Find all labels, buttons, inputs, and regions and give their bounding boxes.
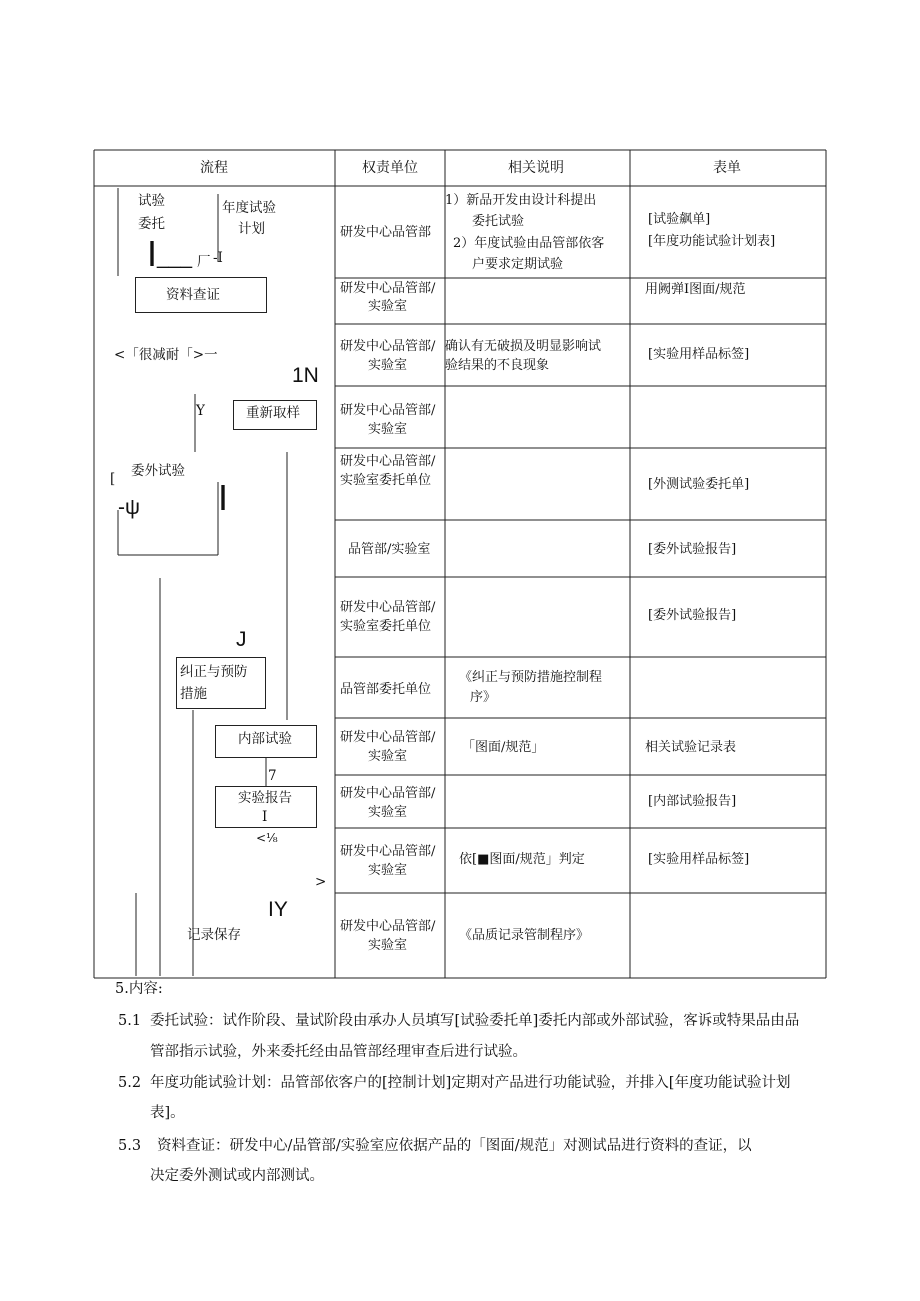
row7-unit-2: 实验室委托单位 bbox=[340, 619, 432, 634]
flow-report-i: I bbox=[262, 809, 268, 825]
flow-mark-1n: 1N bbox=[292, 364, 319, 387]
row1-desc-1: 1）新品开发由设计科提出 bbox=[445, 193, 597, 208]
row12-unit-1: 研发中心品管部/ bbox=[340, 919, 436, 934]
row11-desc: 依[■图面/规范」判定 bbox=[459, 852, 585, 867]
flow-mark-7: 7 bbox=[268, 768, 277, 784]
row6-form: [委外试验报告] bbox=[648, 542, 737, 557]
flow-mark-gt: > bbox=[315, 874, 327, 890]
flow-mark-bracket: [ bbox=[110, 471, 116, 487]
row11-form: [实验用样品标签] bbox=[648, 852, 750, 867]
flow-annual-a: 年度试验 bbox=[222, 200, 276, 216]
flow-mark-i2: I bbox=[218, 477, 229, 518]
flow-internal-test: 内部试验 bbox=[238, 731, 292, 747]
flow-mark-underscore: ___ bbox=[157, 246, 193, 269]
row2-unit-1: 研发中心品管部/ bbox=[340, 281, 436, 296]
flow-record: 记录保存 bbox=[187, 927, 241, 943]
row3-unit-2: 实验室 bbox=[368, 358, 408, 373]
row12-unit-2: 实验室 bbox=[368, 938, 408, 953]
item-3-number: 5.3 bbox=[118, 1138, 142, 1154]
row1-desc-3: 2）年度试验由品管部依客 bbox=[453, 236, 605, 251]
row3-unit-1: 研发中心品管部/ bbox=[340, 339, 436, 354]
item-3-line-1: 资料查证：研发中心/品管部/实验室应依据产品的「图面/规范」对测试品进行资料的查证，以 bbox=[157, 1138, 752, 1154]
row7-form: [委外试验报告] bbox=[648, 608, 737, 623]
flow-entrust-b: 委托 bbox=[138, 216, 165, 232]
row9-form: 相关试验记录表 bbox=[645, 740, 737, 755]
item-3-line-2: 决定委外测试或内部测试。 bbox=[150, 1168, 324, 1184]
row1-desc-4: 户要求定期试验 bbox=[472, 257, 564, 272]
flow-mark-guang: 厂 bbox=[197, 254, 211, 270]
row11-unit-1: 研发中心品管部/ bbox=[340, 844, 436, 859]
flow-decision: <「很减耐「>一 bbox=[114, 347, 218, 363]
item-2-number: 5.2 bbox=[118, 1075, 142, 1091]
row1-form-2: [年度功能试验计划表] bbox=[648, 234, 776, 249]
row2-unit-2: 实验室 bbox=[368, 299, 408, 314]
row10-unit-1: 研发中心品管部/ bbox=[340, 786, 436, 801]
flow-mark-big-i: I bbox=[147, 233, 158, 274]
row8-desc-2: 序》 bbox=[470, 690, 497, 705]
flow-corrective-a: 纠正与预防 bbox=[180, 664, 248, 680]
flow-mark-j: J bbox=[236, 628, 247, 651]
row10-unit-2: 实验室 bbox=[368, 805, 408, 820]
flow-outsource: 委外试验 bbox=[131, 463, 185, 479]
header-description: 相关说明 bbox=[508, 160, 564, 176]
row2-form: 用阙弹Ⅰ图面/规范 bbox=[645, 282, 746, 297]
row1-unit: 研发中心品管部 bbox=[340, 225, 432, 240]
flow-entrust-a: 试验 bbox=[138, 193, 165, 209]
row3-form: [实验用样品标签] bbox=[648, 347, 750, 362]
row3-desc-2: 验结果的不良现象 bbox=[445, 358, 550, 373]
row11-unit-2: 实验室 bbox=[368, 863, 408, 878]
row9-desc: 「图面/规范」 bbox=[462, 740, 545, 755]
row10-form: [内部试验报告] bbox=[648, 794, 737, 809]
row12-desc: 《品质记录管制程序》 bbox=[459, 928, 590, 943]
flow-mark-y: Y bbox=[196, 403, 205, 419]
flow-data-check: 资料查证 bbox=[166, 287, 220, 303]
row5-unit-1: 研发中心品管部/ bbox=[340, 454, 436, 469]
header-form: 表单 bbox=[713, 160, 741, 176]
row4-unit-1: 研发中心品管部/ bbox=[340, 403, 436, 418]
item-1-line-1: 委托试验：试作阶段、量试阶段由承办人员填写[试验委托单]委托内部或外部试验，客诉或特果品由品 bbox=[150, 1013, 800, 1029]
row7-unit-1: 研发中心品管部/ bbox=[340, 600, 436, 615]
flow-mark-iy: IY bbox=[268, 898, 288, 921]
flow-mark-dash-i: -I bbox=[213, 250, 223, 266]
item-2-line-1: 年度功能试验计划：品管部依客户的[控制计划]定期对产品进行功能试验，并排入[年度功能试验计划 bbox=[150, 1075, 791, 1091]
flow-corrective-b: 措施 bbox=[180, 686, 207, 702]
row8-desc-1: 《纠正与预防措施控制程 bbox=[459, 670, 603, 685]
row6-unit: 品管部/实验室 bbox=[348, 542, 431, 557]
header-process: 流程 bbox=[200, 160, 228, 176]
row1-form-1: [试验飙单] bbox=[648, 212, 711, 227]
content-heading: 5.内容: bbox=[115, 981, 163, 997]
flow-annual-b: 计划 bbox=[238, 221, 265, 237]
item-2-line-2: 表]。 bbox=[150, 1105, 185, 1121]
flow-report: 实验报告 bbox=[238, 790, 292, 806]
flow-resample: 重新取样 bbox=[246, 405, 300, 421]
item-1-line-2: 管部指示试验，外来委托经由品管部经理审查后进行试验。 bbox=[150, 1044, 527, 1060]
row1-desc-2: 委托试验 bbox=[472, 214, 525, 229]
row9-unit-2: 实验室 bbox=[368, 749, 408, 764]
item-1-number: 5.1 bbox=[118, 1013, 142, 1029]
row3-desc-1: 确认有无破损及明显影响试 bbox=[445, 339, 602, 354]
row5-form: [外测试验委托单] bbox=[648, 477, 750, 492]
row4-unit-2: 实验室 bbox=[368, 422, 408, 437]
row9-unit-1: 研发中心品管部/ bbox=[340, 730, 436, 745]
row5-unit-2: 实验室委托单位 bbox=[340, 473, 432, 488]
header-responsible-unit: 权责单位 bbox=[362, 160, 418, 176]
row8-unit: 品管部委托单位 bbox=[340, 682, 432, 697]
flow-mark-psi: -ψ bbox=[118, 496, 140, 519]
flow-mark-frac: <⅛ bbox=[256, 831, 278, 845]
